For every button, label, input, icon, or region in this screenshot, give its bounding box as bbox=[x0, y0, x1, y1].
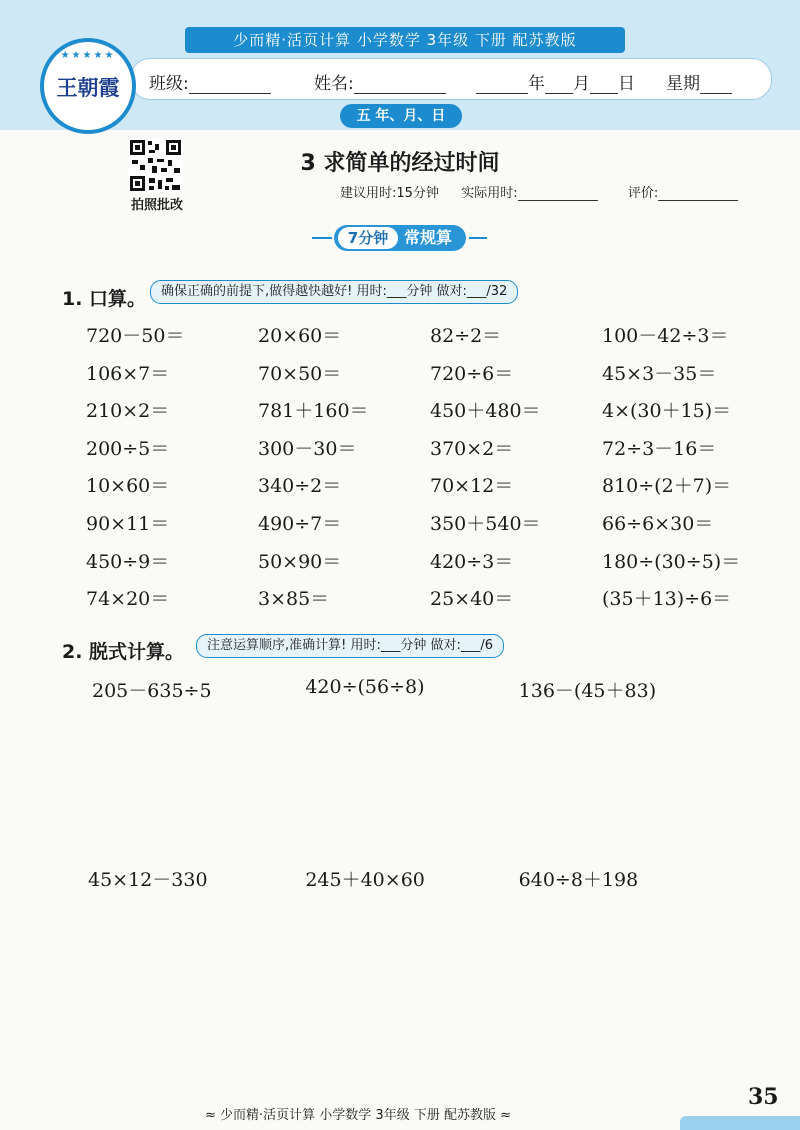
exercise-item: 3×85＝ bbox=[258, 588, 330, 611]
exercise-item: 100－42÷3＝ bbox=[602, 325, 729, 347]
banner-line-left bbox=[312, 237, 332, 239]
name-label: 姓名: bbox=[314, 74, 354, 94]
exercise-item: 90×11＝ bbox=[86, 512, 170, 535]
rating-field[interactable] bbox=[658, 182, 738, 201]
exercise-item: 4×(30＋15)＝ bbox=[602, 400, 732, 423]
time-line bbox=[340, 182, 738, 201]
exercise-item: 420÷3＝ bbox=[430, 550, 514, 573]
step-calc-item: 136－(45＋83) bbox=[518, 680, 657, 702]
step-calc-item: 420÷(56÷8) bbox=[305, 676, 425, 698]
exercise-item: 210×2＝ bbox=[86, 400, 170, 423]
footer-text: ≈ 少而精·活页计算 小学数学 3年级 下册 配苏教版 ≈ bbox=[205, 1108, 511, 1123]
suggested-time: 建议用时:15分钟 bbox=[340, 186, 439, 201]
banner-minutes: 7分钟 bbox=[338, 227, 398, 249]
logo-text: 王朝霞 bbox=[56, 75, 120, 100]
footer-wave bbox=[680, 1116, 800, 1130]
exercise-item: 450＋480＝ bbox=[430, 400, 541, 423]
exercise-item: 70×50＝ bbox=[258, 362, 342, 385]
exercise-item: 200÷5＝ bbox=[86, 437, 170, 460]
exercise-item: 300－30＝ bbox=[258, 437, 357, 460]
exercise-item: 82÷2＝ bbox=[430, 325, 502, 347]
exercise-item: 74×20＝ bbox=[86, 588, 170, 611]
step-calc-row bbox=[92, 676, 732, 703]
qr-label: 拍照批改 bbox=[130, 198, 183, 213]
class-field[interactable] bbox=[149, 69, 271, 94]
exercise-row bbox=[86, 544, 776, 582]
exercise-item: 720－50＝ bbox=[86, 325, 185, 347]
exercise-item: 781＋160＝ bbox=[258, 400, 369, 423]
section1-heading: 1. 口算。 bbox=[62, 288, 147, 310]
exercise-item: 370×2＝ bbox=[430, 437, 514, 460]
actual-time-label: 实际用时: bbox=[461, 186, 518, 201]
actual-time-field[interactable] bbox=[518, 182, 598, 201]
exercise-item: 180÷(30÷5)＝ bbox=[602, 550, 741, 573]
exercise-item: 20×60＝ bbox=[258, 325, 342, 347]
year-label: 年 bbox=[528, 74, 545, 94]
routine-banner bbox=[312, 225, 487, 251]
month-label: 月 bbox=[573, 74, 590, 94]
exercise-item: 10×60＝ bbox=[86, 475, 170, 498]
unit-tab: 五 年、月、日 bbox=[340, 104, 462, 128]
exercise-row bbox=[86, 468, 776, 506]
exercise-row bbox=[86, 431, 776, 469]
exercise-row bbox=[86, 506, 776, 544]
exercise-row bbox=[86, 356, 776, 394]
step-calc-row bbox=[88, 865, 732, 892]
exercise-row bbox=[86, 318, 776, 356]
weekday-field[interactable] bbox=[666, 69, 732, 94]
step-calc-item: 245＋40×60 bbox=[305, 869, 425, 891]
page-number: 35 bbox=[748, 1084, 779, 1110]
exercise-item: 720÷6＝ bbox=[430, 362, 514, 385]
exercise-item: 340÷2＝ bbox=[258, 475, 342, 498]
exercise-item: 450÷9＝ bbox=[86, 550, 170, 573]
lesson-title: 3 求简单的经过时间 bbox=[300, 151, 500, 176]
publisher-logo bbox=[40, 38, 136, 134]
exercise-item: 70×12＝ bbox=[430, 475, 514, 498]
section2-heading: 2. 脱式计算。 bbox=[62, 641, 185, 663]
exercise-row bbox=[86, 581, 776, 619]
name-field[interactable] bbox=[314, 69, 446, 94]
student-info-bar bbox=[130, 58, 772, 100]
step-calc-item: 640÷8＋198 bbox=[518, 869, 639, 891]
banner-label: 常规算 bbox=[404, 228, 453, 247]
banner-line-right bbox=[469, 237, 487, 239]
exercise-item: 45×3－35＝ bbox=[602, 362, 717, 385]
exercise-item: 810÷(2＋7)＝ bbox=[602, 475, 732, 498]
exercise-item: 50×90＝ bbox=[258, 550, 342, 573]
exercise-item: 106×7＝ bbox=[86, 362, 170, 385]
logo-stars: ★★★★★ bbox=[60, 50, 116, 61]
mental-arithmetic-grid bbox=[86, 318, 776, 619]
exercise-item: 490÷7＝ bbox=[258, 512, 342, 535]
class-label: 班级: bbox=[149, 74, 189, 94]
date-field[interactable] bbox=[476, 69, 635, 94]
exercise-item: (35＋13)÷6＝ bbox=[602, 588, 732, 611]
page-footer bbox=[0, 1084, 800, 1130]
exercise-item: 350＋540＝ bbox=[430, 512, 541, 535]
day-label: 日 bbox=[618, 74, 635, 94]
exercise-row bbox=[86, 393, 776, 431]
series-title-bar: 少而精·活页计算 小学数学 3年级 下册 配苏教版 bbox=[185, 27, 625, 53]
exercise-item: 72÷3－16＝ bbox=[602, 437, 717, 460]
exercise-item: 66÷6×30＝ bbox=[602, 512, 714, 535]
step-calc-item: 205－635÷5 bbox=[92, 680, 212, 702]
rating-label: 评价: bbox=[627, 186, 659, 201]
step-calc-item: 45×12－330 bbox=[88, 869, 208, 891]
banner-pill bbox=[334, 225, 466, 251]
weekday-label: 星期 bbox=[666, 74, 700, 94]
section1-tip: 确保正确的前提下,做得越快越好! 用时:___分钟 做对:___/32 bbox=[150, 280, 518, 304]
exercise-item: 25×40＝ bbox=[430, 588, 514, 611]
section2-tip: 注意运算顺序,准确计算! 用时:___分钟 做对:___/6 bbox=[196, 634, 504, 658]
